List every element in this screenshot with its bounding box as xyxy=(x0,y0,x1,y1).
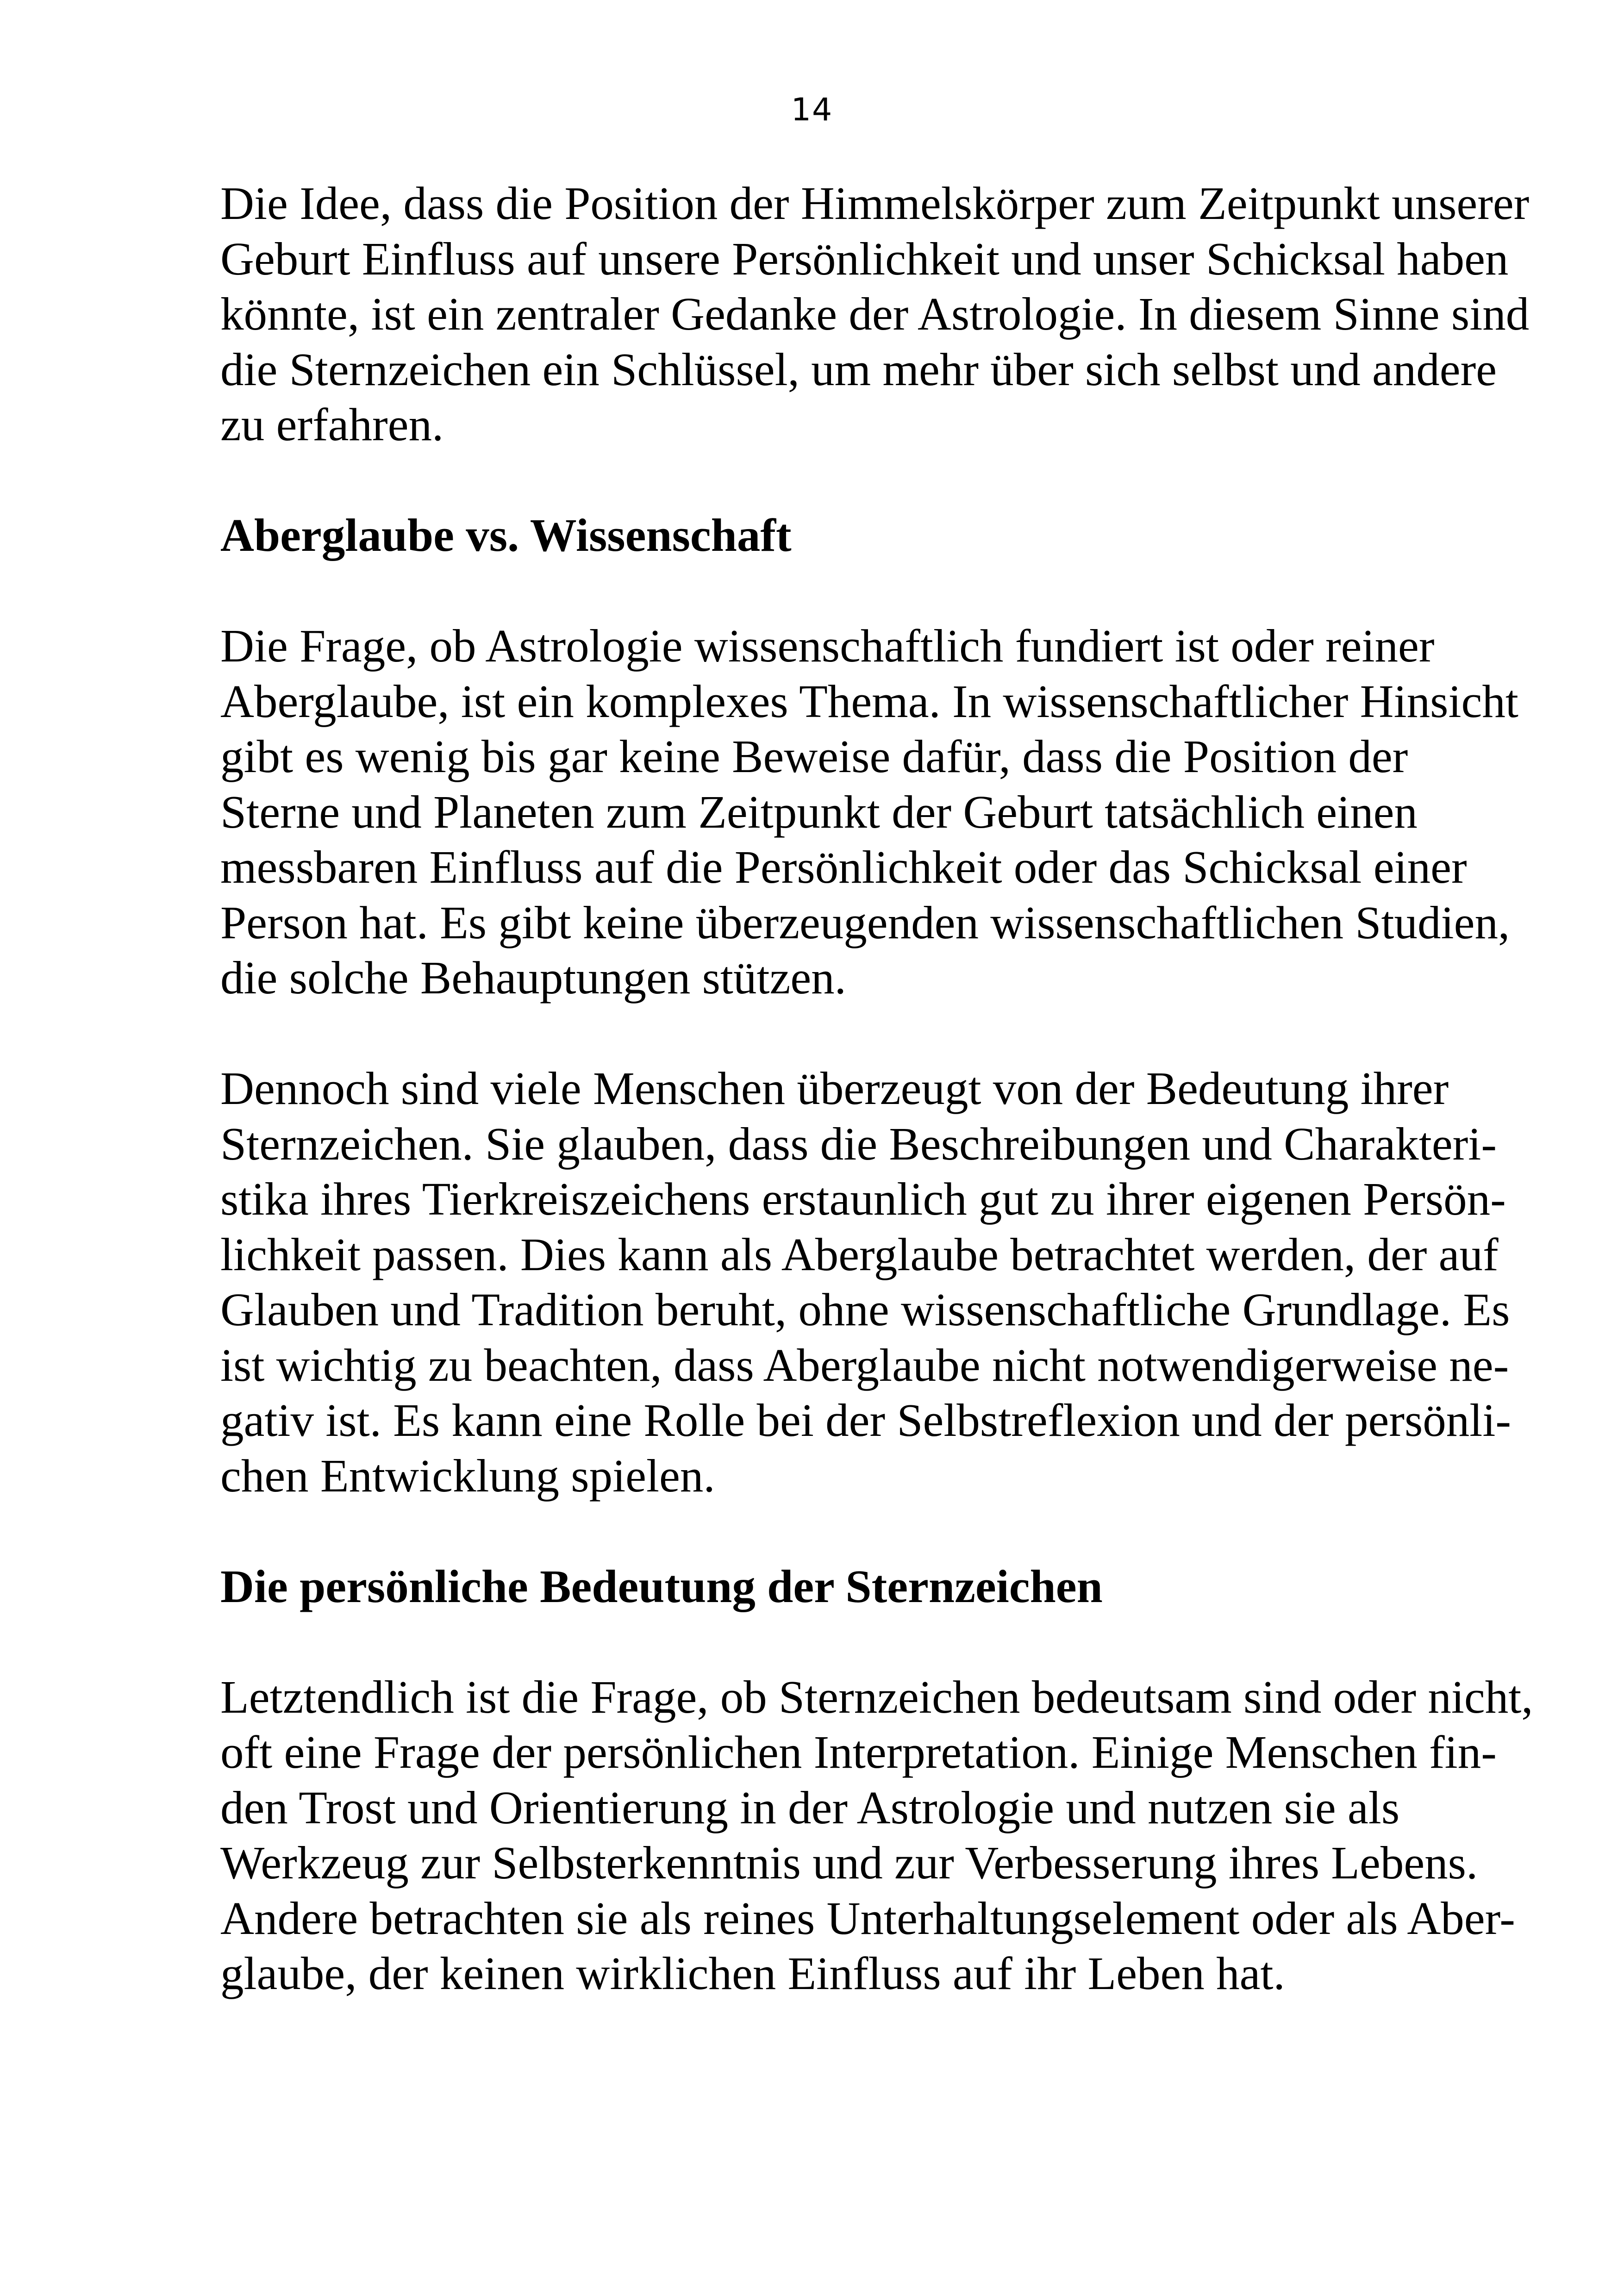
section-heading-aberglaube: Aberglaube vs. Wissenschaft xyxy=(220,509,792,561)
text-line: stika ihres Tierkreiszeichens erstaunlich gut zu ihrer eigenen Persön- xyxy=(220,1173,1506,1225)
paragraph-spacer xyxy=(220,453,1572,508)
text-line: Glauben und Tradition beruht, ohne wissenschaftliche Grundlage. Es xyxy=(220,1284,1510,1335)
text-line: messbaren Einfluss auf die Persönlichkeit oder das Schicksal einer xyxy=(220,841,1467,893)
paragraph-spacer xyxy=(220,1503,1572,1559)
text-line: Geburt Einfluss auf unsere Persönlichkeit und unser Schicksal haben xyxy=(220,232,1509,285)
text-line: lichkeit passen. Dies kann als Aberglaube betrachtet werden, der auf xyxy=(220,1228,1499,1280)
text-line: oft eine Frage der persönlichen Interpretation. Einige Menschen fin- xyxy=(220,1726,1497,1778)
text-line: könnte, ist ein zentraler Gedanke der Astrologie. In diesem Sinne sind xyxy=(220,288,1530,340)
text-line: gibt es wenig bis gar keine Beweise dafür, dass die Position der xyxy=(220,730,1408,782)
text-line: Andere betrachten sie als reines Unterhaltungselement oder als Aber- xyxy=(220,1892,1515,1944)
text-line: Person hat. Es gibt keine überzeugenden wissenschaftlichen Studien, xyxy=(220,896,1510,948)
text-line: chen Entwicklung spielen. xyxy=(220,1449,715,1502)
paragraph-spacer xyxy=(220,1614,1572,1670)
text-line: Werkzeug zur Selbsterkenntnis und zur Verbesserung ihres Lebens. xyxy=(220,1837,1478,1889)
page-content xyxy=(220,176,1572,2002)
paragraph-spacer xyxy=(220,563,1572,619)
text-line: Sternzeichen. Sie glauben, dass die Beschreibungen und Charakteri- xyxy=(220,1117,1497,1170)
text-line: ist wichtig zu beachten, dass Aberglaube nicht notwendigerweise ne- xyxy=(220,1339,1509,1391)
paragraph-letztendlich xyxy=(220,1670,1572,2002)
text-line: den Trost und Orientierung in der Astrologie und nutzen sie als xyxy=(220,1781,1400,1834)
paragraph-wissenschaft xyxy=(220,618,1572,1006)
section-heading-bedeutung: Die persönliche Bedeutung der Sternzeichen xyxy=(220,1560,1103,1612)
text-line: glaube, der keinen wirklichen Einfluss auf ihr Leben hat. xyxy=(220,1947,1285,1999)
text-line: Die Frage, ob Astrologie wissenschaftlich fundiert ist oder reiner xyxy=(220,620,1435,672)
text-line: Die Idee, dass die Position der Himmelskörper zum Zeitpunkt unserer xyxy=(220,177,1530,229)
paragraph-dennoch xyxy=(220,1061,1572,1503)
page-number: 14 xyxy=(791,92,833,128)
text-line: die solche Behauptungen stützen. xyxy=(220,952,846,1004)
text-line: die Sternzeichen ein Schlüssel, um mehr über sich selbst und andere xyxy=(220,343,1497,395)
text-line: gativ ist. Es kann eine Rolle bei der Selbstreflexion und der persönli- xyxy=(220,1394,1512,1446)
text-line: zu erfahren. xyxy=(220,399,444,450)
paragraph-spacer xyxy=(220,1006,1572,1061)
paragraph-intro xyxy=(220,176,1572,453)
text-line: Letztendlich ist die Frage, ob Sternzeichen bedeutsam sind oder nicht, xyxy=(220,1671,1533,1723)
text-line: Sterne und Planeten zum Zeitpunkt der Geburt tatsächlich einen xyxy=(220,786,1418,838)
text-line: Dennoch sind viele Menschen überzeugt von der Bedeutung ihrer xyxy=(220,1062,1449,1114)
text-line: Aberglaube, ist ein komplexes Thema. In wissenschaftlicher Hinsicht xyxy=(220,675,1518,727)
